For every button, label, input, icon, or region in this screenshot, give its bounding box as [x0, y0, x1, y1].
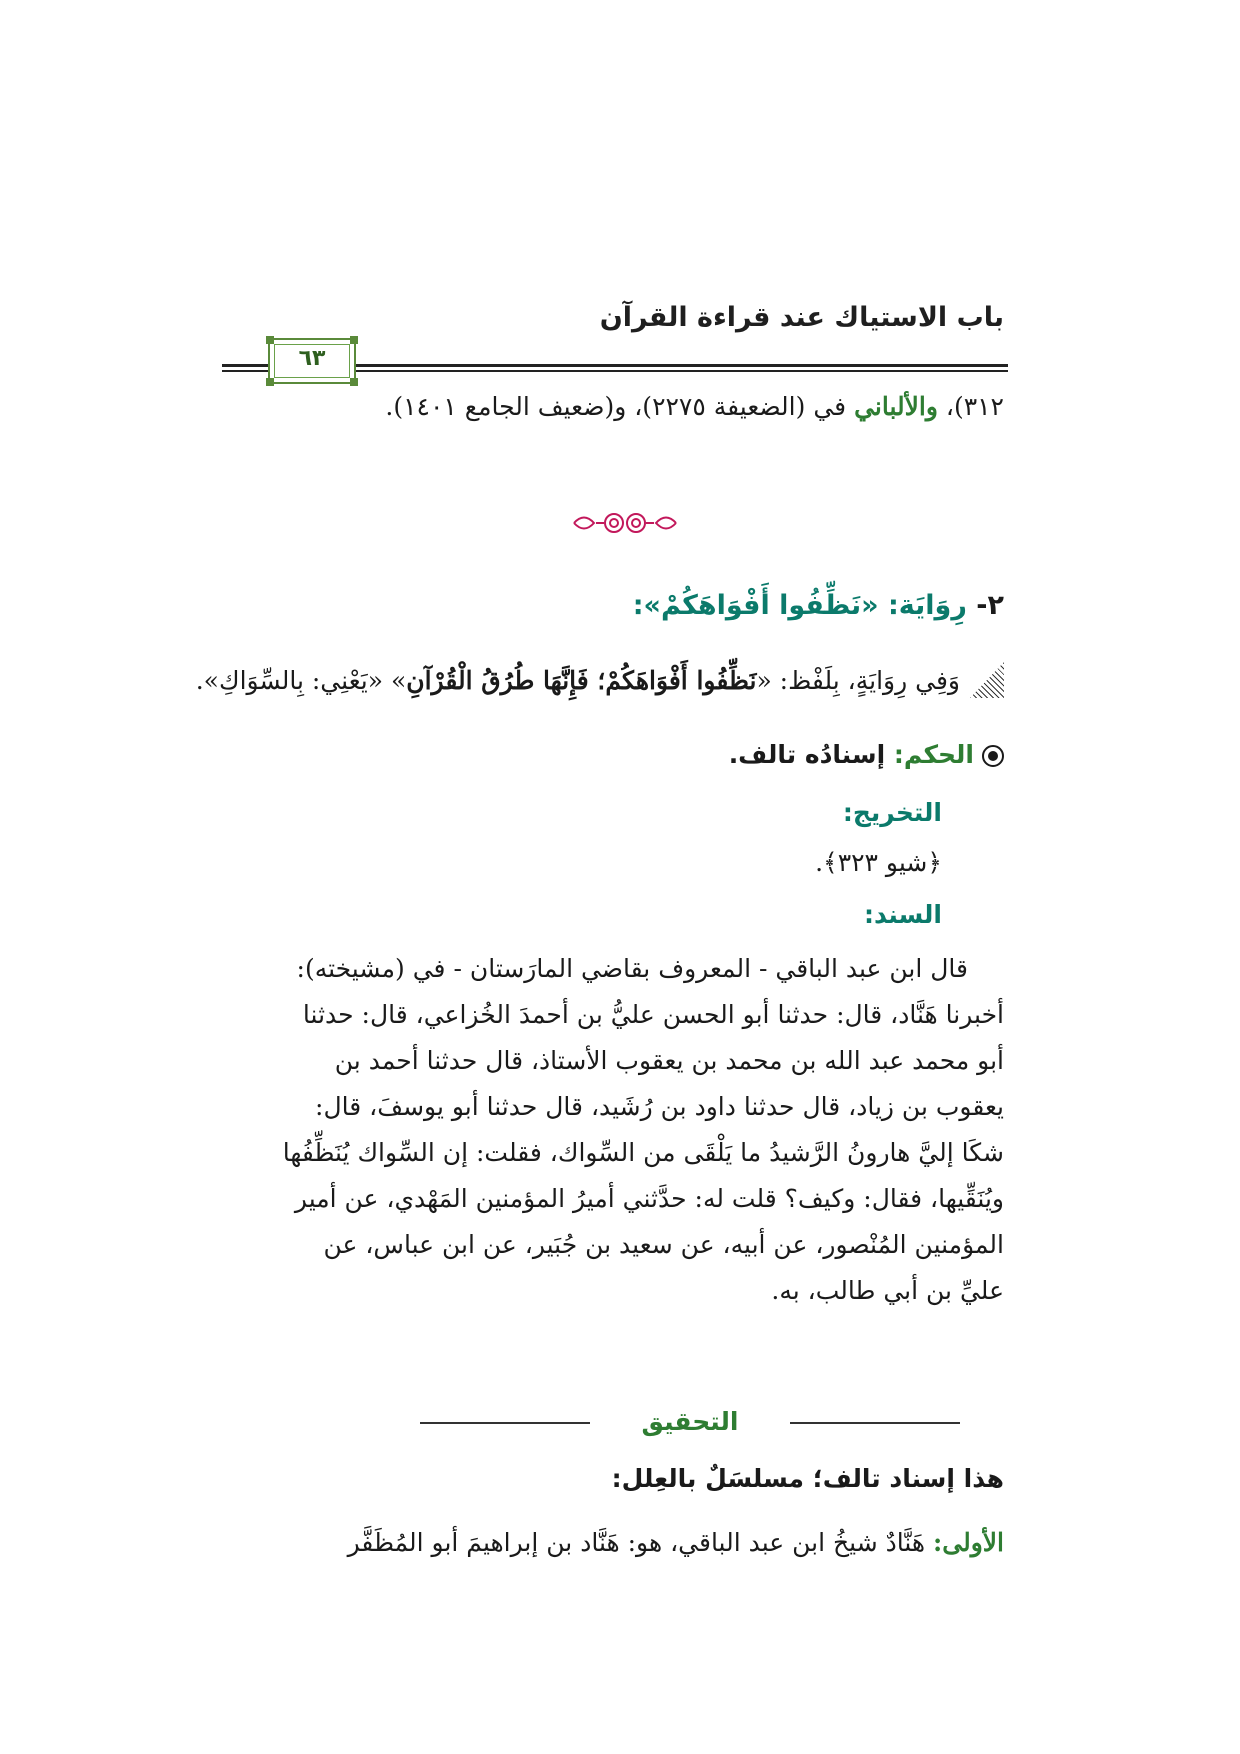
header-rule-left-thin	[222, 370, 268, 372]
page-number-frame	[268, 338, 356, 384]
top-line-part2: في (الضعيفة ٢٢٧٥)، و(ضعيف الجامع ١٤٠١).	[385, 392, 855, 421]
page-number: ٦٣	[298, 346, 326, 371]
flower-bullet-icon	[982, 745, 1004, 767]
tahqiq-divider	[380, 1407, 1000, 1437]
riwaya-prefix: وَفِي رِوَايَةٍ، بِلَفْظ: «	[756, 666, 960, 695]
top-line-part1: ٣١٢)،	[937, 392, 1004, 421]
body-line: أبو محمد عبد الله بن محمد بن يعقوب الأستاذ، قال حدثنا أحمد بن	[334, 1046, 1004, 1075]
riwaya-line	[196, 666, 960, 695]
riwaya-bold: نَظِّفُوا أَفْوَاهَكُمْ؛ فَإِنَّهَا طُرُقُ الْقُرْآنِ	[406, 666, 757, 695]
section-title	[633, 590, 1004, 621]
sanad-label: السند:	[863, 900, 942, 929]
sanad-text	[244, 946, 1004, 1314]
section-label: رِوَايَة: «نَظِّفُوا أَفْوَاهَكُمْ»:	[632, 590, 967, 621]
takhrij-ref: ﴿شيو ٣٢٣﴾.	[815, 848, 942, 877]
top-line	[385, 392, 1004, 421]
body-line: شكَا إليَّ هارونُ الرَّشيدُ ما يَلْقَى من السِّواك، فقلت: إن السِّواك يُنَظِّفُها	[282, 1138, 1004, 1167]
section-number: ٢-	[976, 590, 1004, 621]
hukm-line	[729, 740, 1004, 769]
header-rule-left-thick	[222, 364, 268, 367]
riwaya-suffix: » «يَعْنِي: بِالسِّوَاكِ».	[195, 666, 407, 695]
body-line: أخبرنا هَنَّاد، قال: حدثنا أبو الحسن عليُّ بن أحمدَ الخُزاعي، قال: حدثنا	[302, 1000, 1004, 1029]
body-line: ويُنَقِّيها، فقال: وكيف؟ قلت له: حدَّثني أميرُ المؤمنين المَهْدي، عن أمير	[294, 1184, 1004, 1213]
hukm-label: الحكم:	[893, 740, 974, 769]
conclusion-line: هذا إسناد تالف؛ مسلسَلٌ بالعِلل:	[611, 1464, 1004, 1493]
top-line-highlight: والألباني	[854, 392, 938, 421]
ornament-divider-icon	[570, 508, 680, 538]
body-line: يعقوب بن زياد، قال حدثنا داود بن رُشَيد، قال حدثنا أبو يوسفَ، قال:	[315, 1092, 1004, 1121]
first-illness-line	[348, 1528, 1004, 1557]
body-line: قال ابن عبد الباقي - المعروف بقاضي المارَستان - في (مشيخته):	[296, 954, 968, 983]
running-header-title: باب الاستياك عند قراءة القرآن	[599, 302, 1004, 333]
tahqiq-label: التحقيق	[641, 1407, 739, 1436]
hukm-text: إسنادُه تالف.	[728, 740, 894, 769]
takhrij-label: التخريج:	[842, 798, 942, 827]
first-label: الأولى:	[933, 1528, 1004, 1557]
body-line: عليِّ بن أبي طالب، به.	[771, 1276, 1004, 1305]
first-text: هَنَّادٌ شيخُ ابن عبد الباقي، هو: هَنَّاد بن إبراهيمَ أبو المُظَفَّر	[347, 1528, 934, 1557]
body-line: المؤمنين المُنْصور، عن أبيه، عن سعيد بن جُبَير، عن ابن عباس، عن	[323, 1230, 1004, 1259]
